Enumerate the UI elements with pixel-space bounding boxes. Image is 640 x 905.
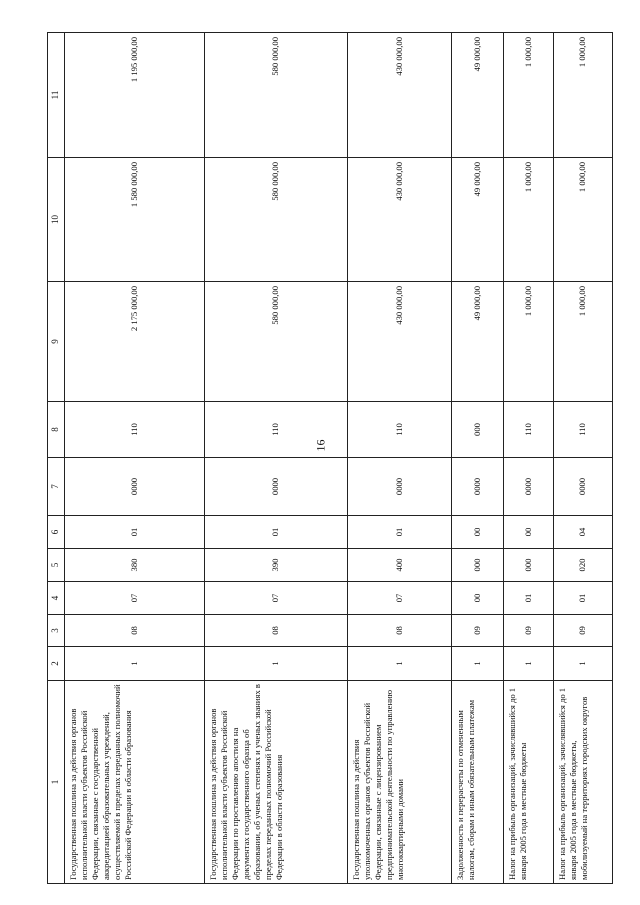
cell-code: 110 (64, 402, 204, 458)
table-row (204, 33, 347, 884)
cell-code: 0000 (347, 458, 451, 516)
cell-amount: 430 000,00 (347, 282, 451, 402)
cell-code: 000 (451, 549, 503, 582)
row-name: Государственная пошлина за действия органов исполнительной власти субъектов Российской Федерации по проставлению апостиля на документах государственного образца об образовании, об ученых степенях и ученых званиях в пределах переданных полномочий Российской Федерации в области образования (204, 681, 347, 884)
row-name: Государственная пошлина за действия органов исполнительной власти субъектов Российской Федерации, связанные с государственной аккредитацией образовательных учреждений, осуществляемой в пределах переданных полномочий Российской Федерации в области образования (64, 681, 204, 884)
cell-amount: 430 000,00 (347, 33, 451, 158)
cell-code: 08 (204, 615, 347, 647)
cell-amount: 49 000,00 (451, 282, 503, 402)
cell-amount: 49 000,00 (451, 33, 503, 158)
cell-code: 09 (503, 615, 553, 647)
col-header: 11 (48, 33, 65, 158)
cell-code: 01 (347, 516, 451, 549)
cell-code: 01 (503, 582, 553, 615)
cell-code: 0000 (553, 458, 612, 516)
cell-amount: 49 000,00 (451, 158, 503, 282)
cell-code: 110 (347, 402, 451, 458)
cell-code: 00 (451, 582, 503, 615)
cell-code: 08 (64, 615, 204, 647)
row-name: Государственная пошлина за действия уполномоченных органов субъектов Российской Федерации, связанные с лицензированием предпринимательской деятельности по управлению многоквартирными домами (347, 681, 451, 884)
cell-code: 07 (347, 582, 451, 615)
col-header: 10 (48, 158, 65, 282)
col-header: 3 (48, 615, 65, 647)
row-name: Налог на прибыль организаций, зачислявшийся до 1 января 2005 года в местные бюджеты (503, 681, 553, 884)
cell-code: 380 (64, 549, 204, 582)
cell-amount: 1 580 000,00 (64, 158, 204, 282)
table-row (503, 33, 553, 884)
cell-code: 0000 (503, 458, 553, 516)
cell-code: 1 (503, 647, 553, 681)
cell-code: 07 (204, 582, 347, 615)
col-header: 5 (48, 549, 65, 582)
cell-amount: 1 000,00 (553, 33, 612, 158)
cell-code: 0000 (64, 458, 204, 516)
header-row (48, 33, 65, 884)
cell-code: 00 (503, 516, 553, 549)
cell-amount: 1 000,00 (553, 282, 612, 402)
cell-amount: 1 195 000,00 (64, 33, 204, 158)
cell-code: 110 (204, 402, 347, 458)
cell-amount: 580 000,00 (204, 158, 347, 282)
cell-amount: 1 000,00 (503, 282, 553, 402)
cell-code: 04 (553, 516, 612, 549)
col-header: 1 (48, 681, 65, 884)
cell-code: 110 (503, 402, 553, 458)
col-header: 9 (48, 282, 65, 402)
cell-amount: 2 175 000,00 (64, 282, 204, 402)
budget-table (47, 32, 613, 884)
cell-code: 1 (64, 647, 204, 681)
cell-code: 0000 (204, 458, 347, 516)
row-name: Налог на прибыль организаций, зачислявшийся до 1 января 2005 года в местные бюджеты, мобилизуемый на территориях городских округов (553, 681, 612, 884)
cell-code: 000 (503, 549, 553, 582)
col-header: 4 (48, 582, 65, 615)
cell-code: 1 (347, 647, 451, 681)
cell-code: 390 (204, 549, 347, 582)
cell-code: 020 (553, 549, 612, 582)
page-number: 16 (313, 439, 328, 452)
cell-code: 09 (553, 615, 612, 647)
cell-code: 08 (347, 615, 451, 647)
table-row (64, 33, 204, 884)
col-header: 8 (48, 402, 65, 458)
cell-amount: 580 000,00 (204, 33, 347, 158)
cell-code: 01 (204, 516, 347, 549)
cell-code: 000 (451, 402, 503, 458)
cell-amount: 580 000,00 (204, 282, 347, 402)
cell-code: 00 (451, 516, 503, 549)
rotated-table (47, 33, 597, 884)
cell-code: 09 (451, 615, 503, 647)
col-header: 7 (48, 458, 65, 516)
cell-amount: 1 000,00 (553, 158, 612, 282)
cell-code: 400 (347, 549, 451, 582)
cell-code: 0000 (451, 458, 503, 516)
cell-code: 110 (553, 402, 612, 458)
cell-code: 1 (553, 647, 612, 681)
cell-code: 07 (64, 582, 204, 615)
rotated-table-container (47, 33, 597, 884)
cell-code: 1 (204, 647, 347, 681)
cell-code: 01 (553, 582, 612, 615)
table-row (451, 33, 503, 884)
cell-amount: 1 000,00 (503, 158, 553, 282)
row-name: Задолженность и перерасчеты по отмененным налогам, сборам и иным обязательным платежам (451, 681, 503, 884)
table-row (347, 33, 451, 884)
cell-amount: 1 000,00 (503, 33, 553, 158)
cell-code: 01 (64, 516, 204, 549)
cell-code: 1 (451, 647, 503, 681)
col-header: 2 (48, 647, 65, 681)
col-header: 6 (48, 516, 65, 549)
cell-amount: 430 000,00 (347, 158, 451, 282)
table-row (553, 33, 612, 884)
